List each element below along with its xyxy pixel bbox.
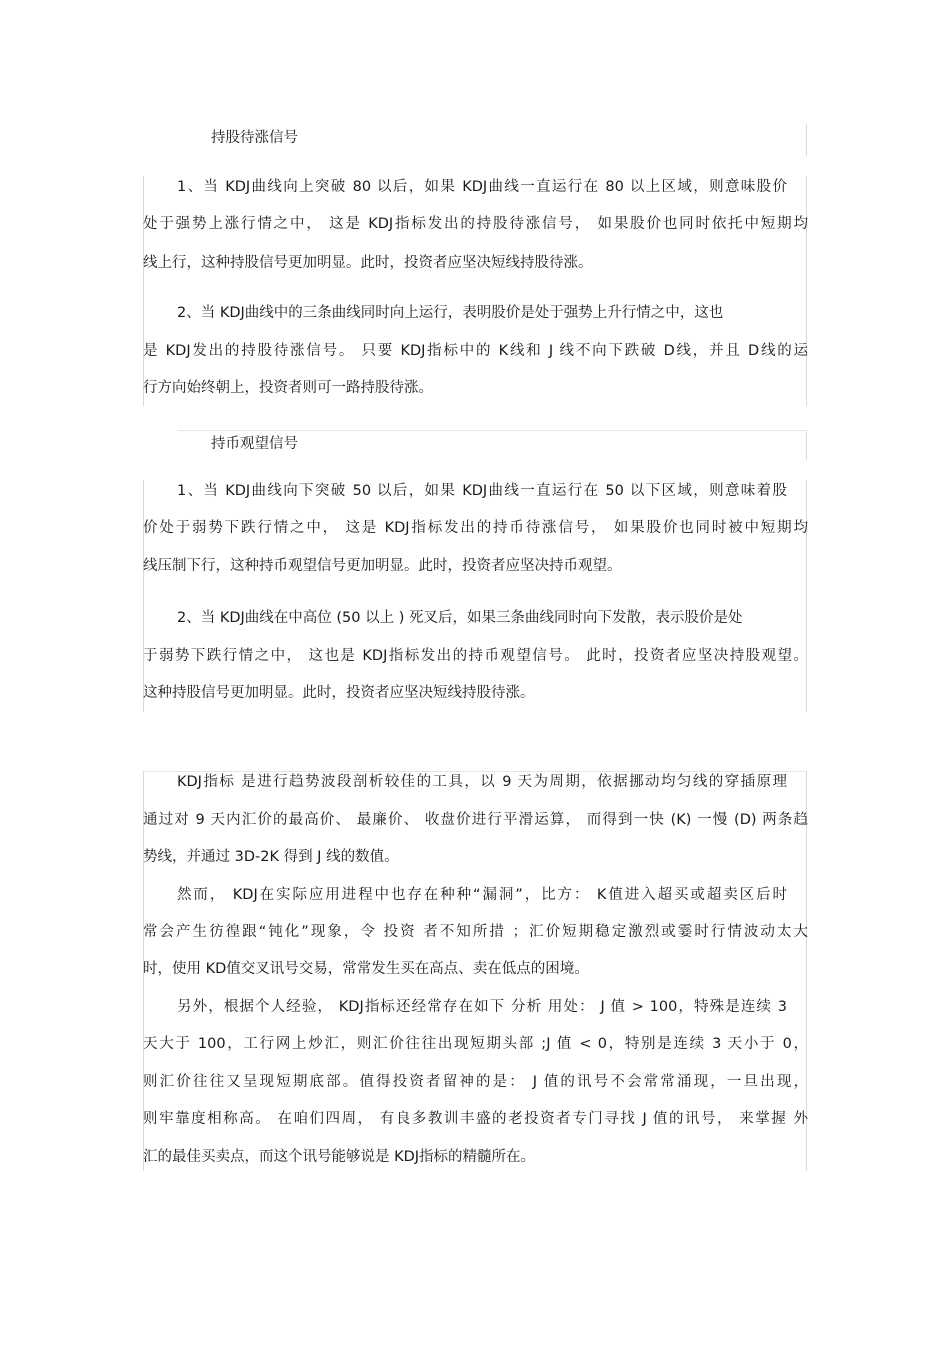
text-line: KDJ指标 是进行趋势波段剖析较佳的工具，以 9 天为周期，依据挪动均匀线的穿插原理 (177, 774, 787, 790)
text-line: 1、当 KDJ曲线向上突破 80 以后，如果 KDJ曲线一直运行在 80 以上区域，则意味股价 (177, 179, 787, 195)
text-line: 行方向始终朝上，投资者则可一路持股待涨。 (143, 380, 433, 396)
text-line: 则汇价往往又呈现短期底部。值得投资者留神的是： J 值的讯号不会常常涌现，一旦出现， (143, 1074, 808, 1090)
text-line: 于弱势下跌行情之中， 这也是 KDJ指标发出的持币观望信号。 此时，投资者应坚决持股观望。 (143, 648, 808, 664)
column-rule (806, 124, 807, 156)
text-line: 1、当 KDJ曲线向下突破 50 以后，如果 KDJ曲线一直运行在 50 以下区域，则意味着股 (177, 483, 787, 499)
divider (178, 430, 806, 431)
text-line: 天大于 100，工行网上炒汇，则汇价往往出现短期头部 ;J 值 < 0，特别是连续 3 天小于 0， (143, 1036, 808, 1052)
column-rule (143, 480, 144, 712)
text-line: 是 KDJ发出的持股待涨信号。 只要 KDJ指标中的 K线和 J 线不向下跌破 D线，并且 D线的运 (143, 343, 808, 359)
column-rule (806, 176, 807, 406)
text-line: 2、当 KDJ曲线在中高位 (50 以上 ) 死叉后，如果三条曲线同时向下发散，表示股价是处 (177, 610, 743, 626)
text-line: 汇的最佳买卖点，而这个讯号能够说是 KDJ指标的精髓所在。 (143, 1149, 536, 1165)
section-heading-hold-cash: 持币观望信号 (211, 436, 298, 452)
text-line: 然而， KDJ在实际应用进程中也存在种种“漏洞”，比方： K值进入超买或超卖区后时 (177, 887, 787, 903)
text-line: 通过对 9 天内汇价的最高价、 最廉价、 收盘价进行平滑运算， 而得到一快 (K) 一慢 (D) 两条趋 (143, 812, 808, 828)
text-line: 线上行，这种持股信号更加明显。此时，投资者应坚决短线持股待涨。 (143, 255, 593, 271)
text-line: 则牢靠度相称高。 在咱们四周， 有良多教训丰盛的老投资者专门寻找 J 值的讯号， 来掌握 外 (143, 1111, 808, 1127)
text-line: 2、当 KDJ曲线中的三条曲线同时向上运行，表明股价是处于强势上升行情之中，这也 (177, 305, 724, 321)
column-rule (806, 430, 807, 460)
text-line: 势线，并通过 3D-2K 得到 J 线的数值。 (143, 849, 399, 865)
text-line: 线压制下行，这种持币观望信号更加明显。此时，投资者应坚决持币观望。 (143, 558, 622, 574)
column-rule (143, 176, 144, 406)
text-line: 另外，根据个人经验， KDJ指标还经常存在如下 分析 用处： J 值 > 100，特殊是连续 3 (177, 999, 787, 1015)
text-line: 价处于弱势下跌行情之中， 这是 KDJ指标发出的持币待涨信号， 如果股价也同时被中短期均 (143, 520, 808, 536)
text-line: 这种持股信号更加明显。此时，投资者应坚决短线持股待涨。 (143, 685, 535, 701)
text-line: 处于强势上涨行情之中， 这是 KDJ指标发出的持股待涨信号， 如果股价也同时依托中短期均 (143, 216, 808, 232)
section-heading-hold-stock: 持股待涨信号 (211, 130, 298, 146)
column-rule (806, 480, 807, 712)
text-line: 时，使用 KD值交叉讯号交易，常常发生买在高点、卖在低点的困境。 (143, 961, 589, 977)
text-line: 常会产生彷徨跟“钝化”现象，令 投资 者不知所措 ；汇价短期稳定激烈或霎时行情波动太大 (143, 924, 808, 940)
